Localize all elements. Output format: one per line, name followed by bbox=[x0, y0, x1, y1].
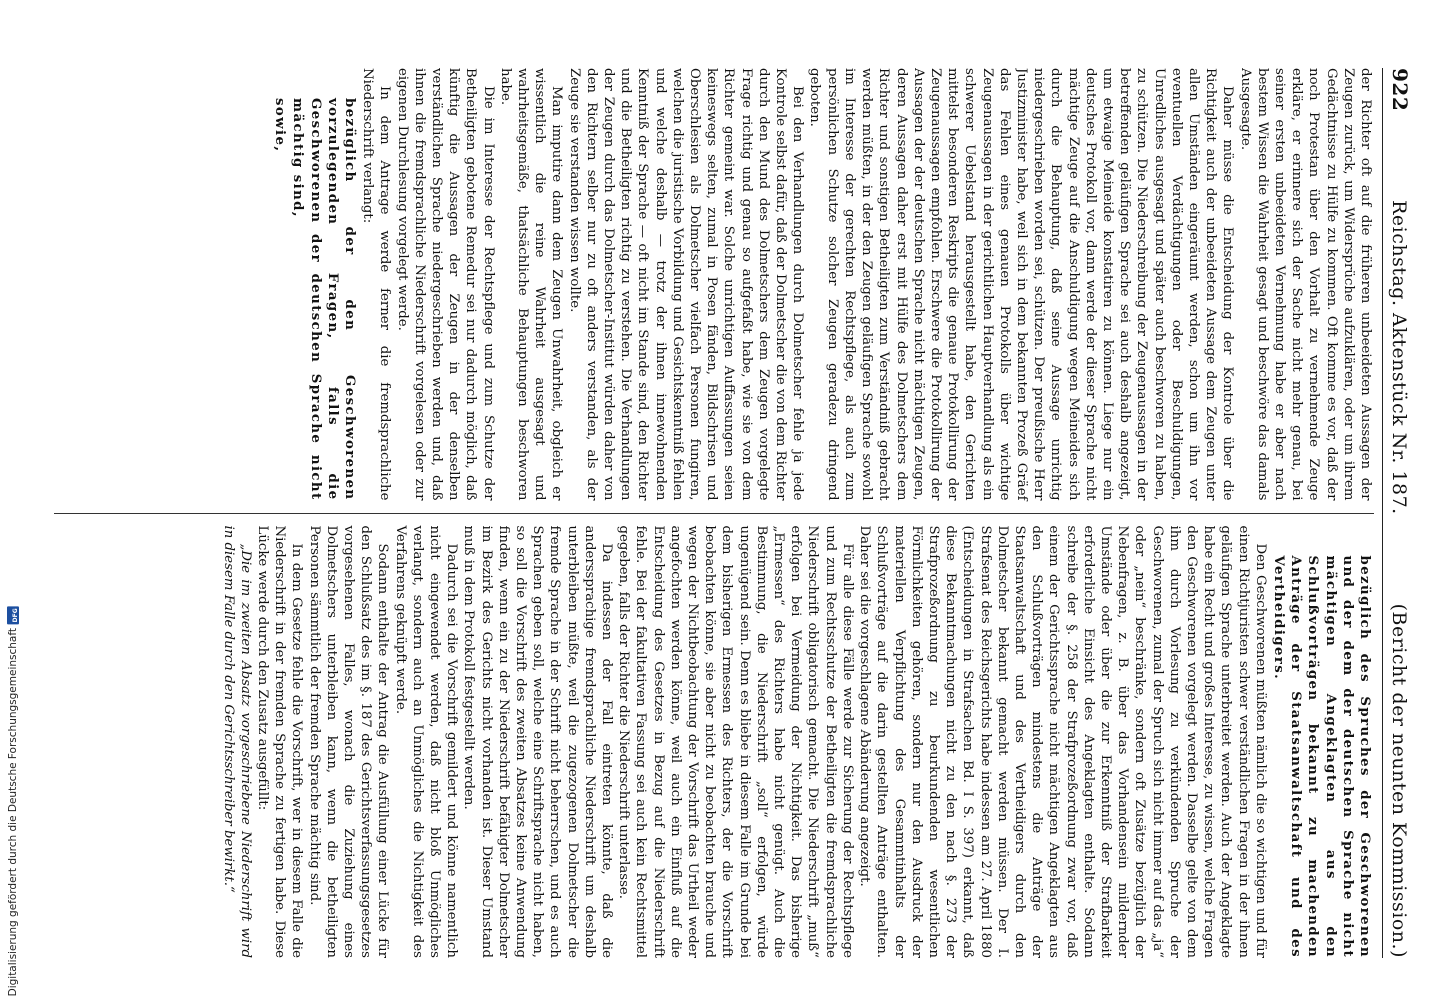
paragraph: In dem Antrage werde ferner die fremdsprachliche Niederschrift verlangt: bbox=[360, 68, 393, 501]
paragraph: Dadurch sei die Vorschrift gemildert und könne namentlich nicht eingewendet werden, daß nicht bloß Unmögliches verlangt, sondern auch an Unmögliches die Nichtigkeit des Verfahrens geknüpft werde. bbox=[392, 525, 460, 958]
page-header bbox=[1382, 68, 1412, 958]
paragraph: der Richter oft auf die früheren unbeeideten Aussagen der Zeugen zurück, um Widersprüche aufzuklären, oder um ihrem Gedächtnisse zu Hülfe zu kommen. Oft komme es vor, daß der noch Protestan über den Vorhalt zu vernehmende Zeuge erkläre, er erinnere sich der Sache nicht mehr genau, bei seiner ersten unbeeideten Vernehmung habe er aber nach bestem Wissen die Wahrheit gesagt und beschwöre das damals Ausgesagte. bbox=[1237, 68, 1373, 501]
quoted-provision: „Die im zweiten Absatz vorgeschriebene Niederschrift wird in diesem Falle durch den Gerichtsschreiber bewirkt.“ bbox=[220, 525, 253, 958]
document-title: Reichstag. Aktenstück Nr. 187. bbox=[1388, 200, 1410, 515]
report-title: (Bericht der neunten Kommission.) bbox=[1388, 603, 1410, 958]
paragraph: Den Geschworenen müßten nämlich die so wichtigen und für einen Richtjuristen schwer verständlichen Fragen in der ihnen geläufigen Sprache unterbreitet werden. Auch der Angeklagte habe ein Recht und großes Interesse, zu wissen, welche Fragen den Geschworenen vorgelegt werden. Dasselbe gelte von dem ihm durch Vorlesung zu verkündenden Spruche der Geschworenen, zumal der Spruch sich nicht immer auf das „ja“ oder „nein“ beschränke, sondern oft Zusätze bezüglich der Nebenfragen, z. B. über das Vorhandensein mildernder Umstände oder über die zur Erkenntniß der Strafbarkeit erforderliche Einsicht des Angeklagten enthalte. Sodann schreibe der §. 258 der Strafprozeßordnung zwar vor, daß einem der Gerichtssprache nicht mächtigen Angeklagten aus den Schlußvorträgen mindestens die Anträge der Staatsanwaltschaft und des Vertheidigers durch den Dolmetscher bekannt gemacht werden müssen. Der I. Strafsenat des Reichsgerichts habe indessen am 27. April 1880 (Entscheidungen in Strafsachen Bd. I S. 397) erkannt, daß diese Bekanntmachungen nicht zu den nach §. 273 der Strafprozeßordnung zu beurkundenden wesentlichen Förmlichkeiten gehören, sondern nur den Ausdruck der materiellen Verpflichtung des Gesammtinhalts der Schlußvorträge auf die darin gestellten Anträge enthalten. Daher sei die vorgeschlagene Abänderung angezeigt. bbox=[857, 525, 1268, 958]
left-column bbox=[54, 68, 1374, 513]
paragraph: In dem Gesetze fehle die Vorschrift, wer in diesem Falle die Niederschrift in der fremden Sprache zu fertigen habe. Diese Lücke werde durch den Zusatz ausgefüllt: bbox=[255, 525, 305, 958]
emphasis-line: bezüglich der den Geschworenen vorzulegenden Fragen, falls die Geschworenen der deutschen Sprache nicht mächtig sind, bbox=[290, 98, 358, 501]
text-columns bbox=[54, 68, 1374, 958]
right-column bbox=[54, 514, 1374, 959]
emphasis-line: bezüglich des Spruches der Geschworenen und der dem der deutschen Sprache nicht mächtigen Angeklagten aus den Schlußvorträgen bekannt zu machenden Anträge der Staatsanwaltschaft und des Vertheidigers. bbox=[1270, 555, 1372, 958]
page-number: 922 bbox=[1388, 68, 1412, 112]
credit-text: Digitalisierung gefördert durch die Deutsche Forschungsgemeinschaft bbox=[7, 627, 19, 996]
emphasis-line: sowie, bbox=[272, 98, 288, 153]
dfg-logo-icon: DFG bbox=[7, 606, 19, 624]
paragraph: Man imputire dann dem Zeugen Unwahrheit, obgleich er wissentlich die reine Wahrheit ausgesagt und wahrheitsgemäße, thatsächliche Behauptungen beschworen habe. bbox=[497, 68, 565, 501]
paragraph: Sodann enthalte der Antrag die Ausfüllung einer Lücke für den Schlußsatz des im §. 187 des Gerichtsverfassungsgesetzes vorgesehenen Falles, wonach die Zuziehung eines Dolmetschers unterbleiben kann, wenn die betheiligten Personen sämmtlich der fremden Sprache mächtig sind. bbox=[306, 525, 391, 958]
paragraph: Für alle diese Fälle werde zur Sicherung der Rechtspflege und zum Rechtsschutze der Betheiligten die fremdsprachliche Niederschrift obligatorisch gemacht. Die Niederschrift „muß“ erfolgen bei Vermeidung der Nichtigkeit. Das bisherige „Ermessen“ des Richters habe nicht genügt. Auch die Bestimmung, die Niederschrift „soll“ erfolgen, würde ungenügend sein. Denn es bliebe in diesem Falle im Grunde bei dem bisherigen Ermessen des Richters, der die Vorschrift beobachten könne, sie aber nicht zu beobachten brauche und wegen der Nichtbeobachtung der Vorschrift das Urtheil weder angefochten werden könne, weil auch ein Einfluß auf die Entscheidung des Gesetzes in Bezug auf die Niederschrift fehle. Bei der fakultativen Fassung sei auch kein Rechtsmittel gegeben, falls der Richter die Niederschrift unterlasse. bbox=[616, 525, 855, 958]
paragraph: Die im Interesse der Rechtspflege und zum Schutze der Betheiligten gebotene Remedur sei nur dadurch möglich, daß künftig die Aussagen der Zeugen in der denselben verständlichen Sprache niedergeschrieben werden und, daß ihnen die fremdsprachliche Niederschrift vorgelesen oder zur eigenen Durchlesung vorgelegt werde. bbox=[394, 68, 496, 501]
digitization-credit bbox=[6, 0, 20, 996]
paragraph: Da indessen der Fall eintreten könnte, daß die anderssprachige fremdsprachliche Niederschrift um deshalb unterbleiben müßte, weil die zugezogenen Dolmetscher die fremde Sprache in der Schrift nicht beherrschen, und es auch Sprachen geben soll, welche eine Schriftsprache nicht haben, so soll die Vorschrift des zweiten Absatzes keine Anwendung finden, wenn ein zu der Niederschrift befähigter Dolmetscher im Bezirk des Gerichts nicht vorhanden ist. Dieser Umstand muß in dem Protokoll festgestellt werden. bbox=[461, 525, 615, 958]
paragraph: Bei den Verhandlungen durch Dolmetscher fehle ja jede Kontrole selbst dafür, daß der Dolmetscher die von dem Richter durch den Mund des Dolmetschers dem Zeugen vorgelegte Frage richtig und genau so aufgefaßt habe, wie sie von dem Richter gemeint war. Solche unrichtigen Auffassungen seien keineswegs selten, zumal in Posen fänden, Bildschrisen und Oberschlesien als Dolmetscher vielfach Personen fungiren, welchen die juristische Vorbildung und Gesichtskenntniß fehlen und welche deshalb — trotz der ihnen innewohnenden Kenntniß der Sprache — oft nicht im Stande sind, den Richter und die Betheiligten richtig zu verstehen. Die Verhandlungen der Zeugen durch das Dolmetscher-Institut würden daher von den Richtern selber nur zu oft anders verstanden, als der Zeuge sie verstanden wissen wollte. bbox=[566, 68, 806, 501]
paragraph: Daher müsse die Entscheidung der Kontrole über die Richtigkeit auch der unbeeideten Aussage dem Zeugen unter allen Umständen eingeräumt werden, schon um ihn vor eventuellen Verdächtigungen oder Beschuldigungen, Unredliches ausgesagt und später auch beschworen zu haben, zu schützen. Die Niederschreibung der Zeugenaussagen in der betreffenden geläufigen Sprache sei auch deshalb angezeigt, um etwaige Meineide konstatiren zu können. Liege nur ein deutsches Protokoll vor, dann werde der dieser Sprache nicht mächtige Zeuge auf die Anschuldigung wegen Meineides sich durch die Behauptung, daß seine Aussage unrichtig niedergeschrieben worden sei, schützen. Der preußische Herr Justizminister habe, weil sich in dem bekannten Prozeß Gräef das Fehlen eines genauen Protokolls über wichtige Zeugenaussagen in der gerichtlichen Hauptverhandlung als ein schwerer Uebelstand herausgestellt habe, den Gerichten mittelst besonderen Reskripts die genaue Protokollirung der Zeugenaussagen empfohlen. Erschwere die Protokollirung der Aussagen der der deutschen Sprache nicht mächtigen Zeugen, deren Aussagen daher erst mit Hülfe des Dolmetschers dem Richter und sonstigen Betheiligten zum Verständniß gebracht werden müßten, in der den Zeugen geläufigen Sprache sowohl im Interesse der gerechten Rechtspflege, als auch zum persönlichen Schutze solcher Zeugen geradezu dringend geboten. bbox=[807, 68, 1236, 501]
